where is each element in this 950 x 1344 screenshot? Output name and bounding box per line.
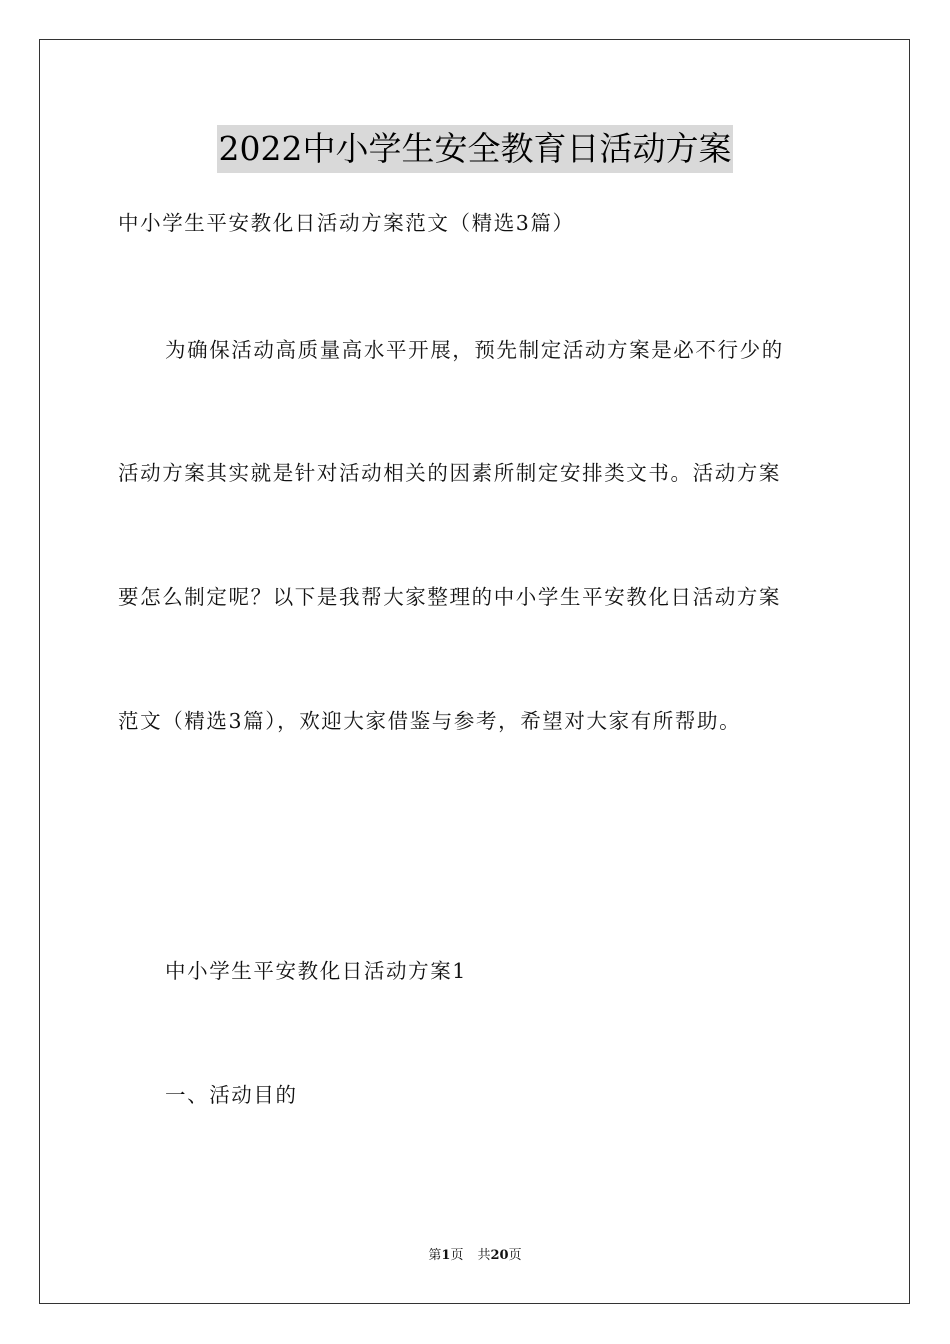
page-suffix: 页 (450, 1248, 464, 1263)
intro-line-1: 为确保活动高质量高水平开展，预先制定活动方案是必不行少的 (165, 338, 784, 362)
page-prefix: 第 (428, 1248, 442, 1263)
total-pages: 20 (490, 1248, 509, 1263)
intro-line-2: 活动方案其实就是针对活动相关的因素所制定安排类文书。活动方案 (118, 461, 781, 485)
total-suffix: 页 (508, 1248, 522, 1263)
page-footer (0, 1247, 950, 1265)
page-number: 1 (441, 1248, 451, 1263)
section-heading: 中小学生平安教化日活动方案1 (165, 959, 467, 983)
intro-line-3: 要怎么制定呢？以下是我帮大家整理的中小学生平安教化日活动方案 (118, 585, 781, 609)
intro-line-4: 范文（精选3篇），欢迎大家借鉴与参考，希望对大家有所帮助。 (118, 709, 742, 733)
subsection-heading: 一、活动目的 (165, 1083, 298, 1107)
document-subtitle: 中小学生平安教化日活动方案范文（精选3篇） (118, 211, 575, 235)
total-prefix: 共 (477, 1248, 491, 1263)
document-title: 2022中小学生安全教育日活动方案 (217, 125, 734, 173)
title-container (0, 125, 950, 173)
